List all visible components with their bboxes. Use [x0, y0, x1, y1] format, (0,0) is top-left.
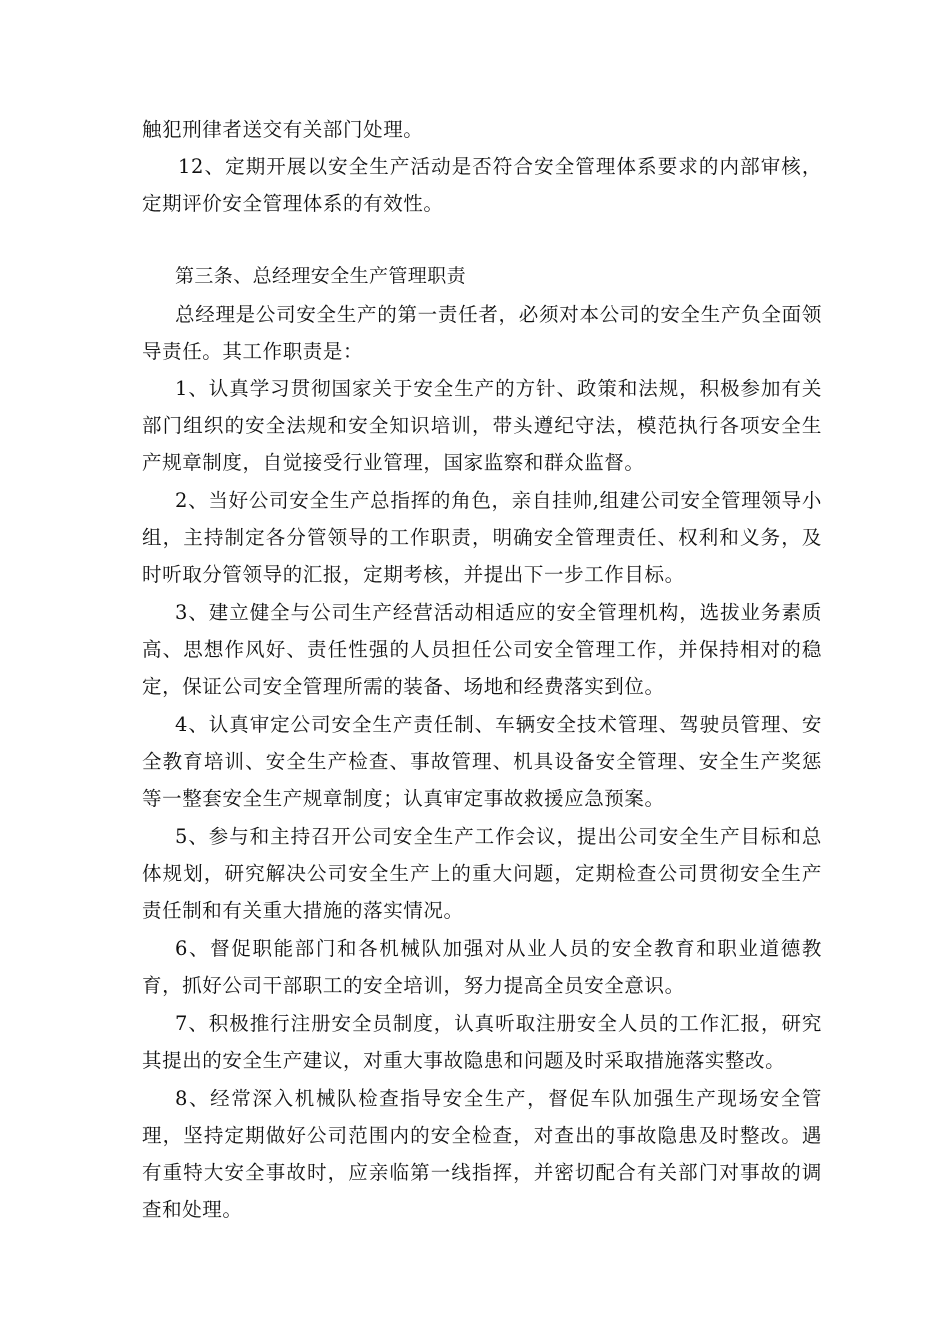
list-item-7: 7、积极推行注册安全员制度，认真听取注册安全人员的工作汇报，研究其提出的安全生产建议，对重大事故隐患和问题及时采取措施落实整改。	[142, 1012, 822, 1072]
list-item-1: 1、认真学习贯彻国家关于安全生产的方针、政策和法规，积极参加有关部门组织的安全法规和安全知识培训，带头遵纪守法，模范执行各项安全生产规章制度，自觉接受行业管理，国家监察和群众监督。	[142, 377, 822, 474]
intro-paragraph: 总经理是公司安全生产的第一责任者，必须对本公司的安全生产负全面领导责任。其工作职责是：	[142, 303, 822, 363]
list-item-8: 8、经常深入机械队检查指导安全生产，督促车队加强生产现场安全管理，坚持定期做好公司范围内的安全检查，对查出的事故隐患及时整改。遇有重特大安全事故时，应亲临第一线指挥，并密切配合有关部门对事故的调查和处理。	[142, 1087, 822, 1221]
list-item-2: 2、当好公司安全生产总指挥的角色，亲自挂帅,组建公司安全管理领导小组，主持制定各分管领导的工作职责，明确安全管理责任、权利和义务，及时听取分管领导的汇报，定期考核，并提出下一步工作目标。	[142, 489, 822, 586]
section-title: 第三条、总经理安全生产管理职责	[175, 265, 467, 287]
list-item-3: 3、建立健全与公司生产经营活动相适应的安全管理机构，选拔业务素质高、思想作风好、责任性强的人员担任公司安全管理工作，并保持相对的稳定，保证公司安全管理所需的装备、场地和经费落实到位。	[142, 601, 822, 698]
continuation-paragraph: 触犯刑律者送交有关部门处理。	[142, 118, 424, 141]
item-12-paragraph: 12、定期开展以安全生产活动是否符合安全管理体系要求的内部审核，定期评价安全管理体系的有效性。	[142, 155, 822, 215]
list-item-6: 6、督促职能部门和各机械队加强对从业人员的安全教育和职业道德教育，抓好公司干部职工的安全培训，努力提高全员安全意识。	[142, 937, 822, 997]
list-item-5: 5、参与和主持召开公司安全生产工作会议，提出公司安全生产目标和总体规划，研究解决公司安全生产上的重大问题，定期检查公司贯彻安全生产责任制和有关重大措施的落实情况。	[142, 825, 822, 922]
list-item-4: 4、认真审定公司安全生产责任制、车辆安全技术管理、驾驶员管理、安全教育培训、安全生产检查、事故管理、机具设备安全管理、安全生产奖惩等一整套安全生产规章制度；认真审定事故救援应急预案。	[142, 713, 822, 810]
